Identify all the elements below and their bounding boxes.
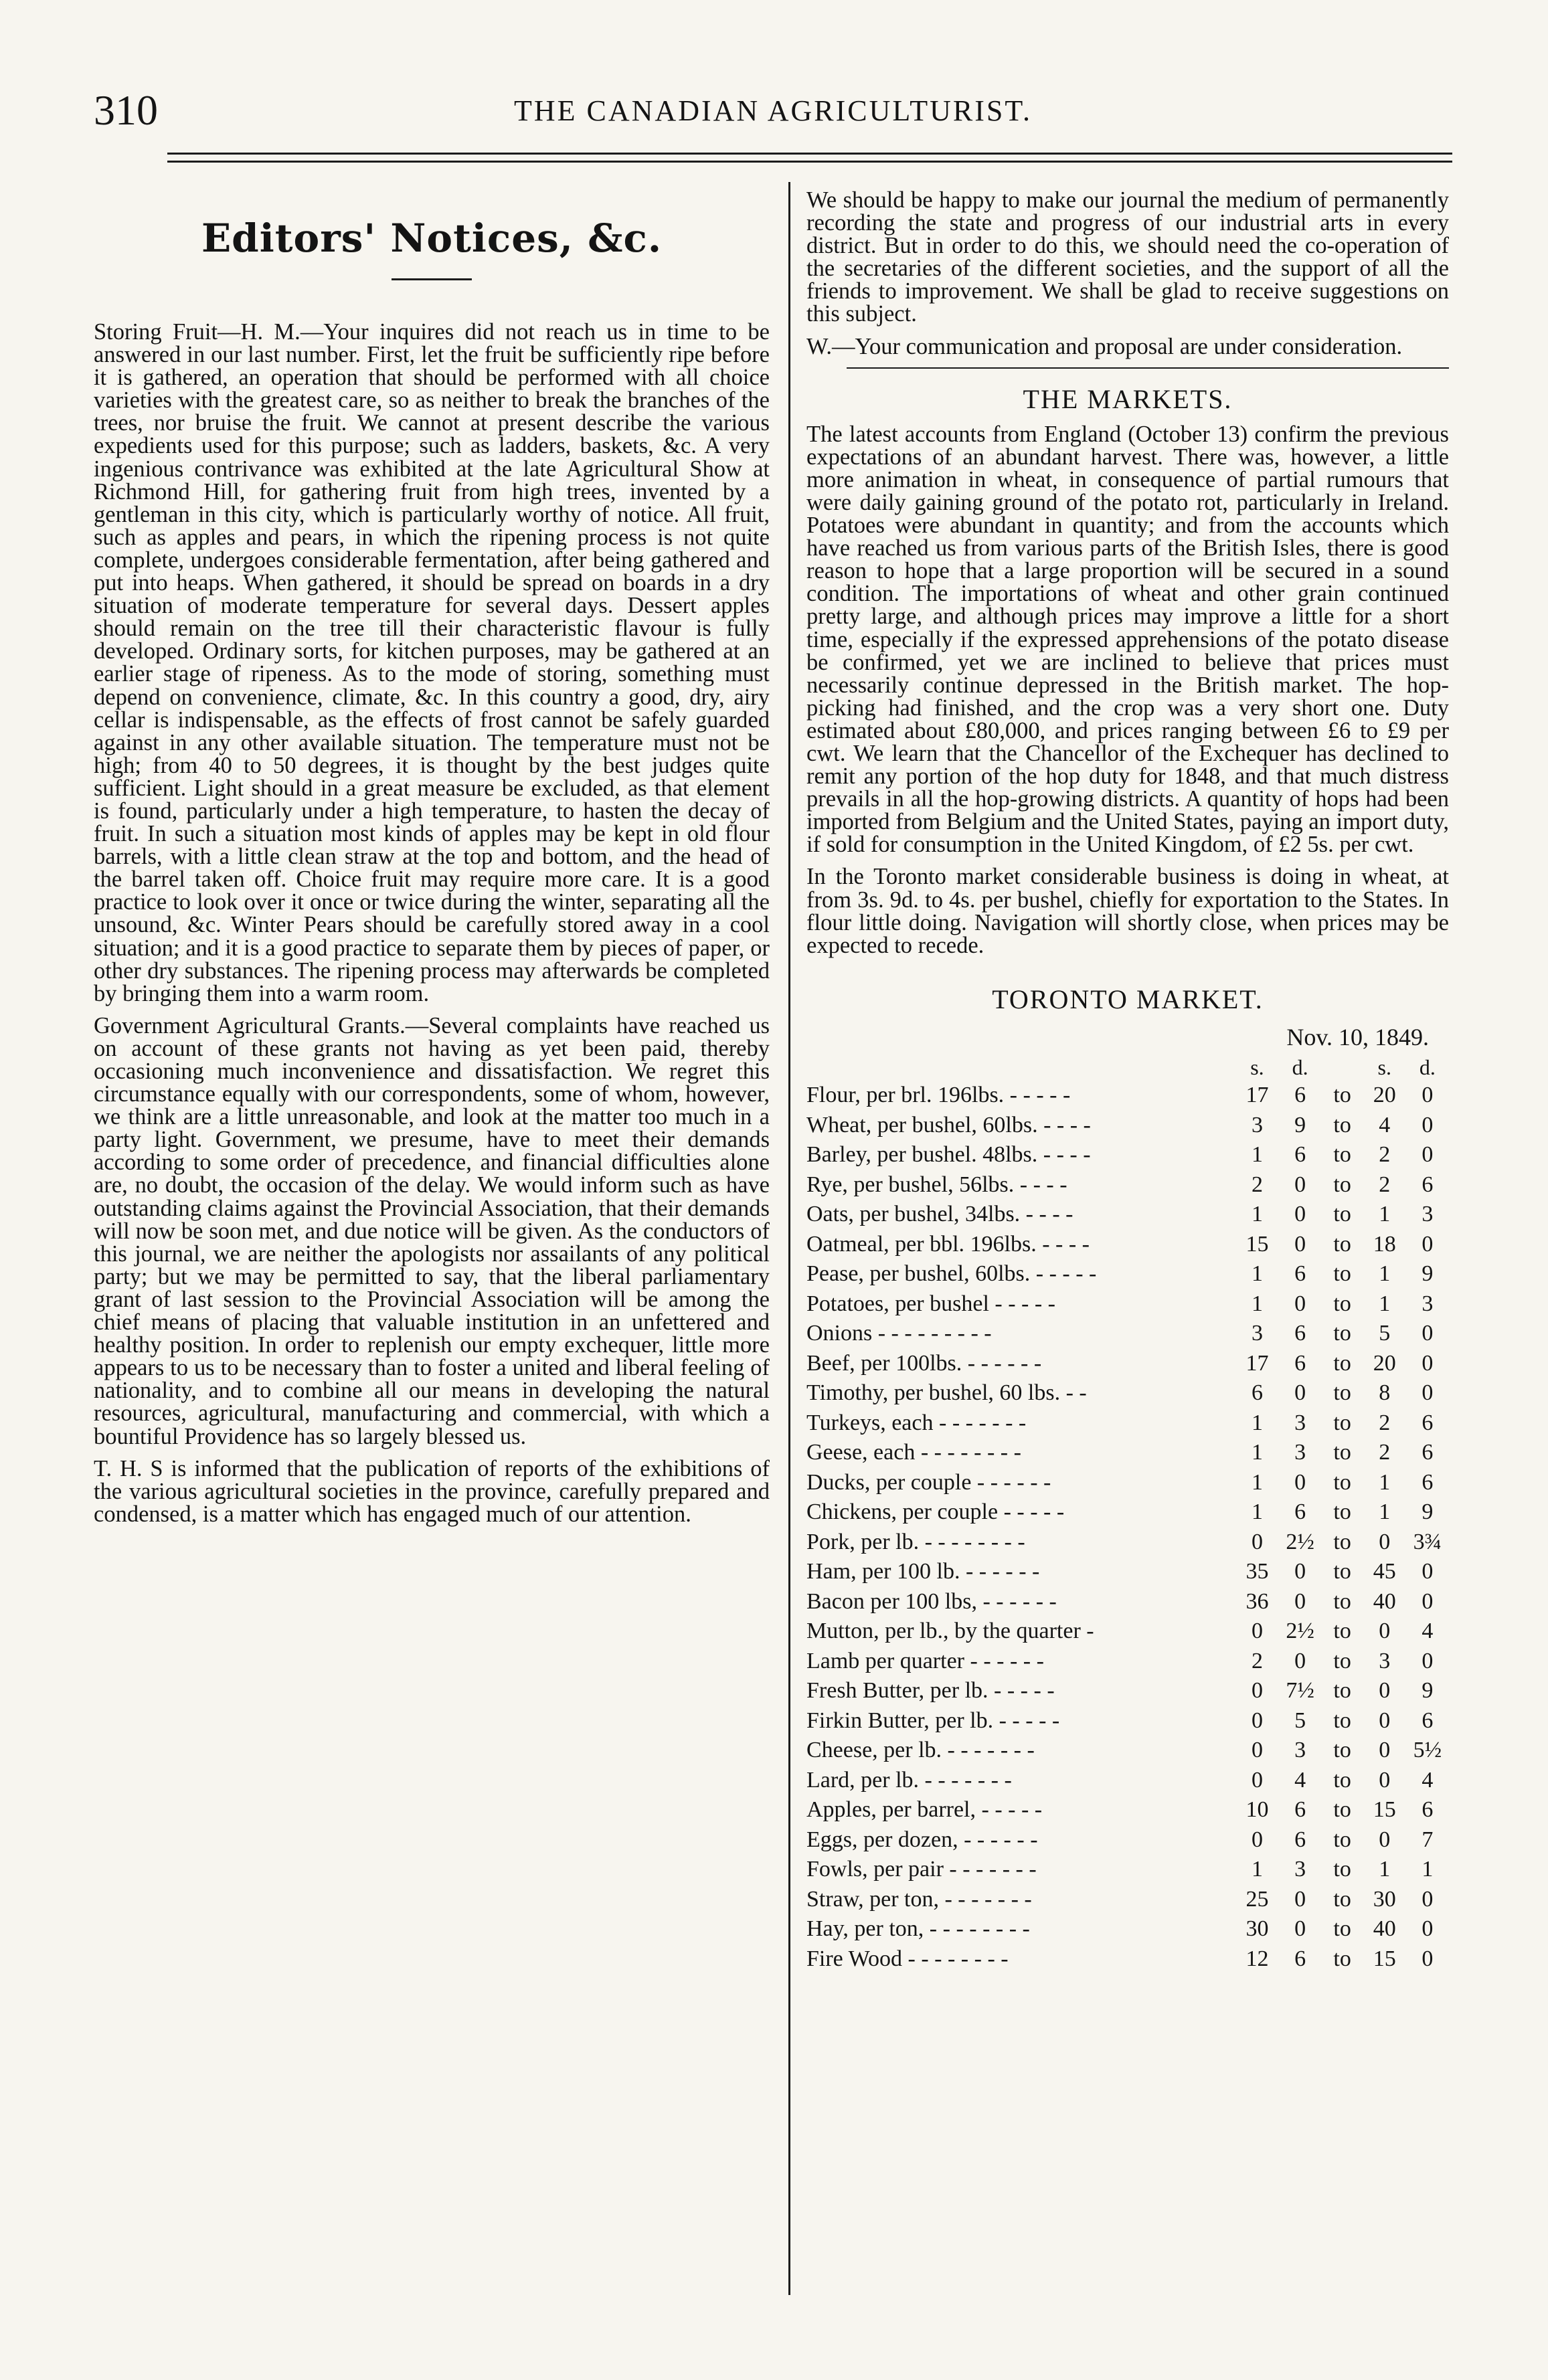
price-low-pence: 0 <box>1294 1469 1306 1495</box>
price-low-pence: 2½ <box>1286 1529 1314 1554</box>
price-high-pence: 3¾ <box>1413 1529 1442 1554</box>
range-to: to <box>1333 1202 1351 1227</box>
price-high-pence: 0 <box>1422 1886 1434 1912</box>
price-high-pence: 9 <box>1422 1499 1434 1525</box>
price-low-pence: 6 <box>1294 1797 1306 1823</box>
column-divider <box>788 182 790 2295</box>
paragraph-markets-england: The latest accounts from England (October 13) confirm the previous expectations of an abundant harvest. There was, however, a little more animation in wheat, in consequence of partial rumours that were daily gaining ground of the potato rot, particularly in Ireland. Potatoes were abundant in quantity; and from the accounts which have reached us from various parts of the British Isles, there is good reason to hope that a large proportion will be secured in a sound condition. The importations of wheat and other grain continued pretty large, and although prices may improve a little for a short time, especially if the expressed apprehensions of the potato disease be confirmed, yet we are inclined to believe that prices must necessarily continue depressed in the British market. The hop-picking had finished, and the crop was a very short one. Duty estimated about £80,000, and prices ranging between £6 to £9 per cwt. We learn that the Chancellor of the Exchequer has declined to remit any portion of the hop duty for 1848, and that much distress prevails in all the hop-growing districts. A quantity of hops had been imported from Belgium and the United States, paying an import duty, if sold for consumption in the United Kingdom, of £2 5s. per cwt. <box>806 421 1449 858</box>
market-item: Timothy, per bushel, 60 lbs. - - <box>806 1380 1087 1406</box>
price-high-pence: 6 <box>1422 1172 1434 1197</box>
table-row <box>806 1825 1449 1855</box>
header-s2: s. <box>1377 1055 1391 1079</box>
table-row <box>806 1884 1449 1914</box>
paragraph-ths-notice: T. H. S is informed that the publication of reports of the exhibitions of the various agricultural societies in the province, carefully prepared and condensed, is a matter which has engaged much of our attention. <box>94 1455 770 1527</box>
price-low-pence: 6 <box>1294 1261 1306 1287</box>
price-high-shillings: 0 <box>1379 1767 1391 1793</box>
price-low-shillings: 1 <box>1251 1142 1263 1168</box>
price-low-shillings: 15 <box>1245 1231 1269 1257</box>
price-high-pence: 0 <box>1422 1142 1434 1168</box>
table-row <box>806 1527 1449 1557</box>
table-row <box>806 1408 1449 1438</box>
table-row <box>806 1557 1449 1587</box>
market-item: Eggs, per dozen, - - - - - - <box>806 1827 1038 1852</box>
price-low-shillings: 35 <box>1245 1559 1269 1584</box>
price-low-pence: 3 <box>1294 1440 1306 1465</box>
price-low-shillings: 0 <box>1251 1619 1263 1644</box>
table-row <box>806 1438 1449 1468</box>
price-low-pence: 2½ <box>1286 1619 1314 1644</box>
price-low-pence: 7½ <box>1286 1678 1314 1704</box>
price-low-pence: 4 <box>1294 1767 1306 1793</box>
table-row <box>806 1348 1449 1378</box>
table-row <box>806 1110 1449 1140</box>
market-item: Turkeys, each - - - - - - - <box>806 1410 1027 1435</box>
range-to: to <box>1333 1857 1351 1882</box>
price-high-pence: 1 <box>1422 1857 1434 1882</box>
market-item: Bacon per 100 lbs, - - - - - - <box>806 1588 1057 1614</box>
price-low-shillings: 0 <box>1251 1827 1263 1852</box>
price-low-pence: 0 <box>1294 1886 1306 1912</box>
table-row <box>806 1378 1449 1408</box>
price-low-shillings: 6 <box>1251 1380 1263 1406</box>
price-high-shillings: 40 <box>1373 1916 1396 1942</box>
price-low-shillings: 1 <box>1251 1261 1263 1287</box>
price-low-shillings: 3 <box>1251 1321 1263 1346</box>
range-to: to <box>1333 1083 1351 1108</box>
price-high-pence: 6 <box>1422 1708 1434 1733</box>
market-item: Fresh Butter, per lb. - - - - - <box>806 1678 1055 1704</box>
price-low-shillings: 17 <box>1245 1350 1269 1376</box>
market-item: Lard, per lb. - - - - - - - <box>806 1767 1012 1793</box>
price-high-pence: 9 <box>1422 1678 1434 1704</box>
market-item: Chickens, per couple - - - - - <box>806 1499 1065 1525</box>
price-low-pence: 6 <box>1294 1499 1306 1525</box>
market-item: Geese, each - - - - - - - - <box>806 1440 1021 1465</box>
market-item: Lamb per quarter - - - - - - <box>806 1648 1044 1673</box>
price-high-pence: 0 <box>1422 1380 1434 1406</box>
price-high-pence: 0 <box>1422 1350 1434 1376</box>
price-low-shillings: 1 <box>1251 1469 1263 1495</box>
table-row <box>806 1319 1449 1349</box>
table-row <box>806 1617 1449 1647</box>
market-item: Hay, per ton, - - - - - - - - <box>806 1916 1030 1942</box>
table-row <box>806 1706 1449 1736</box>
market-item: Pease, per bushel, 60lbs. - - - - - <box>806 1261 1097 1287</box>
price-low-shillings: 17 <box>1245 1083 1269 1108</box>
price-low-pence: 6 <box>1294 1827 1306 1852</box>
price-high-pence: 0 <box>1422 1321 1434 1346</box>
price-low-shillings: 1 <box>1251 1499 1263 1525</box>
price-high-shillings: 2 <box>1379 1142 1391 1168</box>
price-high-pence: 0 <box>1422 1231 1434 1257</box>
price-low-shillings: 1 <box>1251 1410 1263 1435</box>
price-low-shillings: 3 <box>1251 1112 1263 1137</box>
range-to: to <box>1333 1142 1351 1168</box>
price-low-shillings: 10 <box>1245 1797 1269 1823</box>
header-rule-bottom <box>167 161 1452 163</box>
range-to: to <box>1333 1946 1351 1971</box>
price-low-pence: 0 <box>1294 1380 1306 1406</box>
range-to: to <box>1333 1172 1351 1197</box>
price-low-shillings: 1 <box>1251 1440 1263 1465</box>
header-item <box>806 1054 1235 1081</box>
price-high-shillings: 45 <box>1373 1559 1396 1584</box>
range-to: to <box>1333 1529 1351 1554</box>
price-high-pence: 3 <box>1422 1291 1434 1316</box>
price-low-pence: 6 <box>1294 1321 1306 1346</box>
market-item: Mutton, per lb., by the quarter - <box>806 1619 1094 1644</box>
price-low-pence: 0 <box>1294 1916 1306 1942</box>
price-high-shillings: 0 <box>1379 1529 1391 1554</box>
range-to: to <box>1333 1886 1351 1912</box>
range-to: to <box>1333 1588 1351 1614</box>
price-high-pence: 4 <box>1422 1767 1434 1793</box>
range-to: to <box>1333 1231 1351 1257</box>
range-to: to <box>1333 1321 1351 1346</box>
price-high-pence: 0 <box>1422 1648 1434 1673</box>
price-high-pence: 0 <box>1422 1916 1434 1942</box>
market-item: Pork, per lb. - - - - - - - - <box>806 1529 1025 1554</box>
price-low-shillings: 0 <box>1251 1678 1263 1704</box>
price-high-shillings: 2 <box>1379 1172 1391 1197</box>
paragraph-government-grants: Government Agricultural Grants.—Several complaints have reached us on account of these grants not having as yet been paid, thereby occasioning much inconvenience and dissatisfaction. We regret this circumstance equally with our correspondents, some of whom, however, we think are a little unreasonable, and look at the matter too much in a party light. Government, we presume, have to meet their demands according to some order of precedence, and financial difficulties alone are, no doubt, the occasion of the delay. We would inform such as have outstanding claims against the Provincial Association, that their demands will now be soon met, and due notice will be given. As the conductors of this journal, we are neither the apologists nor assailants of any political party; but we may be permitted to say, that the liberal parliamentary grant of last session to the Provincial Association will be among the chief means of placing that valuable institution in an unfettered and healthy position. In order to replenish our empty exchequer, little more appears to us to be necessary than to foster a united and liberal feeling of nationality, and to combine all our means in developing the natural resources, agricultural, manufacturing and commercial, with which a bountiful Providence has so largely blessed us. <box>94 1012 770 1449</box>
table-row <box>806 1467 1449 1497</box>
price-high-shillings: 2 <box>1379 1410 1391 1435</box>
price-low-pence: 3 <box>1294 1857 1306 1882</box>
price-high-shillings: 0 <box>1379 1619 1391 1644</box>
market-item: Apples, per barrel, - - - - - <box>806 1797 1043 1823</box>
market-item: Oatmeal, per bbl. 196lbs. - - - - <box>806 1231 1090 1257</box>
price-high-shillings: 1 <box>1379 1261 1391 1287</box>
price-low-pence: 0 <box>1294 1588 1306 1614</box>
price-high-pence: 0 <box>1422 1946 1434 1971</box>
market-item: Fire Wood - - - - - - - - <box>806 1946 1009 1971</box>
range-to: to <box>1333 1440 1351 1465</box>
table-row <box>806 1676 1449 1706</box>
price-high-pence: 0 <box>1422 1083 1434 1108</box>
price-high-shillings: 4 <box>1379 1112 1391 1137</box>
table-row <box>806 1795 1449 1825</box>
price-high-shillings: 1 <box>1379 1291 1391 1316</box>
price-high-pence: 6 <box>1422 1410 1434 1435</box>
header-to <box>1322 1054 1363 1081</box>
header-d1: d. <box>1292 1055 1308 1079</box>
toronto-market-table <box>806 1054 1449 1974</box>
right-column <box>806 189 1449 1974</box>
price-high-shillings: 1 <box>1379 1202 1391 1227</box>
toronto-market-heading: TORONTO MARKET. <box>992 984 1264 1014</box>
price-high-shillings: 0 <box>1379 1738 1391 1763</box>
table-row <box>806 1259 1449 1289</box>
price-low-pence: 0 <box>1294 1559 1306 1584</box>
page-header <box>94 86 1452 132</box>
price-low-pence: 6 <box>1294 1142 1306 1168</box>
range-to: to <box>1333 1291 1351 1316</box>
price-high-shillings: 1 <box>1379 1857 1391 1882</box>
market-item: Wheat, per bushel, 60lbs. - - - - <box>806 1112 1091 1137</box>
price-high-shillings: 8 <box>1379 1380 1391 1406</box>
price-low-shillings: 0 <box>1251 1529 1263 1554</box>
market-item: Barley, per bushel. 48lbs. - - - - <box>806 1142 1091 1168</box>
markets-heading: THE MARKETS. <box>1023 383 1233 414</box>
range-to: to <box>1333 1350 1351 1376</box>
table-row <box>806 1170 1449 1200</box>
table-row <box>806 1586 1449 1617</box>
price-low-shillings: 2 <box>1251 1172 1263 1197</box>
price-low-pence: 0 <box>1294 1231 1306 1257</box>
price-low-pence: 9 <box>1294 1112 1306 1137</box>
price-low-pence: 6 <box>1294 1350 1306 1376</box>
range-to: to <box>1333 1708 1351 1733</box>
range-to: to <box>1333 1380 1351 1406</box>
price-high-shillings: 3 <box>1379 1648 1391 1673</box>
price-low-shillings: 0 <box>1251 1738 1263 1763</box>
page-number: 310 <box>94 86 158 134</box>
range-to: to <box>1333 1738 1351 1763</box>
price-high-shillings: 40 <box>1373 1588 1396 1614</box>
left-column <box>94 189 770 1535</box>
range-to: to <box>1333 1767 1351 1793</box>
table-row <box>806 1200 1449 1230</box>
price-high-pence: 5½ <box>1413 1738 1442 1763</box>
range-to: to <box>1333 1261 1351 1287</box>
section-separator <box>847 367 1449 369</box>
market-item: Cheese, per lb. - - - - - - - <box>806 1738 1035 1763</box>
range-to: to <box>1333 1410 1351 1435</box>
price-high-shillings: 15 <box>1373 1797 1396 1823</box>
price-high-pence: 6 <box>1422 1440 1434 1465</box>
price-high-pence: 7 <box>1422 1827 1434 1852</box>
market-item: Straw, per ton, - - - - - - - <box>806 1886 1032 1912</box>
price-low-shillings: 25 <box>1245 1886 1269 1912</box>
market-item: Rye, per bushel, 56lbs. - - - - <box>806 1172 1067 1197</box>
price-low-shillings: 36 <box>1245 1588 1269 1614</box>
header-d2: d. <box>1419 1055 1436 1079</box>
table-row <box>806 1855 1449 1885</box>
market-item: Beef, per 100lbs. - - - - - - <box>806 1350 1042 1376</box>
section-heading-editors-notices: Editors' Notices, &c. <box>201 215 663 261</box>
market-table-body <box>806 1081 1449 1974</box>
heading-rule <box>392 278 472 280</box>
price-high-shillings: 2 <box>1379 1440 1391 1465</box>
market-item: Oats, per bushel, 34lbs. - - - - <box>806 1202 1073 1227</box>
price-high-shillings: 20 <box>1373 1083 1396 1108</box>
price-low-shillings: 1 <box>1251 1202 1263 1227</box>
market-item: Ham, per 100 lb. - - - - - - <box>806 1559 1040 1584</box>
price-high-shillings: 20 <box>1373 1350 1396 1376</box>
price-high-pence: 3 <box>1422 1202 1434 1227</box>
market-item: Potatoes, per bushel - - - - - <box>806 1291 1056 1316</box>
table-row <box>806 1081 1449 1111</box>
price-low-shillings: 30 <box>1245 1916 1269 1942</box>
paragraph-w-notice: W.—Your communication and proposal are under consideration. <box>806 333 1403 359</box>
market-item: Fowls, per pair - - - - - - - <box>806 1857 1037 1882</box>
price-low-pence: 3 <box>1294 1410 1306 1435</box>
market-item: Onions - - - - - - - - - <box>806 1321 992 1346</box>
price-low-pence: 0 <box>1294 1202 1306 1227</box>
table-row <box>806 1736 1449 1766</box>
range-to: to <box>1333 1797 1351 1823</box>
range-to: to <box>1333 1112 1351 1137</box>
price-low-shillings: 1 <box>1251 1857 1263 1882</box>
price-low-pence: 6 <box>1294 1083 1306 1108</box>
range-to: to <box>1333 1469 1351 1495</box>
price-high-shillings: 15 <box>1373 1946 1396 1971</box>
price-high-pence: 6 <box>1422 1469 1434 1495</box>
table-row <box>806 1140 1449 1170</box>
price-low-pence: 5 <box>1294 1708 1306 1733</box>
price-low-shillings: 12 <box>1245 1946 1269 1971</box>
price-high-pence: 4 <box>1422 1619 1434 1644</box>
table-header-row <box>806 1054 1449 1081</box>
price-high-shillings: 1 <box>1379 1499 1391 1525</box>
table-row <box>806 1646 1449 1676</box>
header-rule-top <box>167 153 1452 155</box>
price-low-shillings: 0 <box>1251 1708 1263 1733</box>
price-low-shillings: 2 <box>1251 1648 1263 1673</box>
price-high-pence: 0 <box>1422 1588 1434 1614</box>
paragraph-markets-toronto: In the Toronto market considerable business is doing in wheat, at from 3s. 9d. to 4s. per bushel, chiefly for exportation to the States. In flour little doing. Navigation will shortly close, when prices may be expected to recede. <box>806 864 1449 958</box>
market-item: Firkin Butter, per lb. - - - - - <box>806 1708 1060 1733</box>
price-low-pence: 0 <box>1294 1172 1306 1197</box>
toronto-market-date: Nov. 10, 1849. <box>1286 1023 1429 1050</box>
price-low-pence: 0 <box>1294 1291 1306 1316</box>
price-high-pence: 6 <box>1422 1797 1434 1823</box>
price-high-shillings: 18 <box>1373 1231 1396 1257</box>
price-high-shillings: 5 <box>1379 1321 1391 1346</box>
price-high-shillings: 1 <box>1379 1469 1391 1495</box>
paragraph-journal-medium: We should be happy to make our journal the medium of permanently recording the state and progress of our industrial arts in every district. But in order to do this, we should need the co-operation of the secretaries of the different societies, and the support of all the friends to improvement. We shall be glad to receive suggestions on this subject. <box>806 187 1449 327</box>
range-to: to <box>1333 1916 1351 1942</box>
price-low-pence: 0 <box>1294 1648 1306 1673</box>
price-high-shillings: 0 <box>1379 1678 1391 1704</box>
range-to: to <box>1333 1619 1351 1644</box>
range-to: to <box>1333 1559 1351 1584</box>
paragraph-storing-fruit: Storing Fruit—H. M.—Your inquires did not reach us in time to be answered in our last number. First, let the fruit be sufficiently ripe before it is gathered, an operation that should be performed with all choice varieties with the greatest care, so as neither to break the branches of the trees, nor bruise the fruit. We cannot at present describe the various expedients used for this purpose; such as ladders, baskets, &c. A very ingenious contrivance was exhibited at the late Agricultural Show at Richmond Hill, for gathering fruit from high trees, invented by a gentleman in this city, which is particularly worthy of notice. All fruit, such as apples and pears, in which the ripening process is not quite complete, undergoes considerable fermentation, after being gathered and put into heaps. When gathered, it should be spread on boards in a dry situation of moderate temperature for several days. Dessert apples should remain on the tree till their characteristic flavour is fully developed. Ordinary sorts, for kitchen purposes, may be gathered at an earlier stage of ripeness. As to the mode of storing, something must depend on convenience, climate, &c. In this country a good, dry, airy cellar is indispensable, as the effects of frost cannot be safely guarded against in any other available situation. The temperature must not be high; from 40 to 50 degrees, it is thought by the best judges quite sufficient. Light should in a great measure be excluded, as that element is found, particularly under a high temperature, to hasten the decay of fruit. In such a situation most kinds of apples may be kept in old flour barrels, with a little clean straw at the top and bottom, and the head of the barrel taken off. Choice fruit may require more care. It is a good practice to look over it once or twice during the winter, separating all the unsound, &c. Winter Pears should be carefully stored away in a cool situation; and it is a good practice to separate them by pieces of paper, or other dry substances. The ripening process may afterwards be completed by bringing them into a warm room. <box>94 319 770 1006</box>
range-to: to <box>1333 1648 1351 1673</box>
table-row <box>806 1289 1449 1319</box>
running-title: THE CANADIAN AGRICULTURIST. <box>514 94 1032 127</box>
price-low-pence: 3 <box>1294 1738 1306 1763</box>
market-item: Ducks, per couple - - - - - - <box>806 1469 1051 1495</box>
price-low-pence: 6 <box>1294 1946 1306 1971</box>
table-row <box>806 1765 1449 1795</box>
price-low-shillings: 1 <box>1251 1291 1263 1316</box>
price-high-shillings: 30 <box>1373 1886 1396 1912</box>
range-to: to <box>1333 1827 1351 1852</box>
range-to: to <box>1333 1499 1351 1525</box>
price-high-shillings: 0 <box>1379 1827 1391 1852</box>
header-s1: s. <box>1250 1055 1264 1079</box>
range-to: to <box>1333 1678 1351 1704</box>
price-high-shillings: 0 <box>1379 1708 1391 1733</box>
market-item: Flour, per brl. 196lbs. - - - - - <box>806 1083 1071 1108</box>
price-high-pence: 9 <box>1422 1261 1434 1287</box>
price-low-shillings: 0 <box>1251 1767 1263 1793</box>
table-row <box>806 1229 1449 1259</box>
table-row <box>806 1914 1449 1944</box>
price-high-pence: 0 <box>1422 1112 1434 1137</box>
table-row <box>806 1497 1449 1528</box>
table-row <box>806 1944 1449 1974</box>
price-high-pence: 0 <box>1422 1559 1434 1584</box>
